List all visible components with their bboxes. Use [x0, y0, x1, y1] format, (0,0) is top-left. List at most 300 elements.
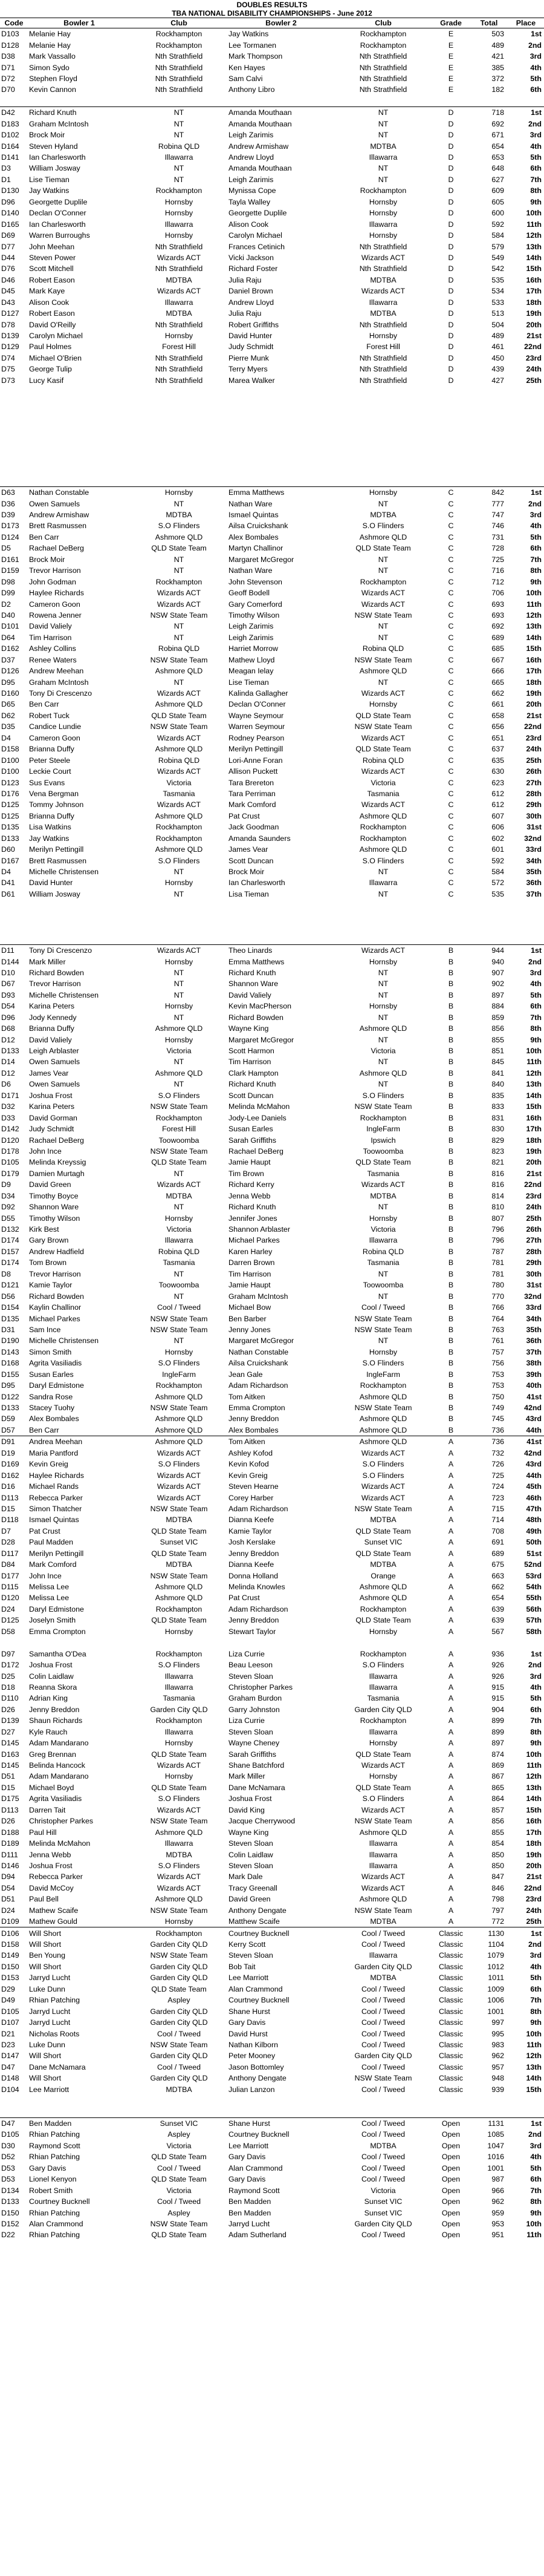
club-1: NT [173, 968, 184, 977]
place: 5th [530, 532, 542, 541]
table-row [0, 1916, 544, 1927]
table-row [0, 1693, 544, 1704]
table-row [0, 1413, 544, 1424]
total: 653 [491, 153, 504, 162]
bowler-1: Jenna Webb [29, 1850, 71, 1859]
bowler-1: Paul Bell [29, 1895, 59, 1904]
club-1: Nth Strathfield [155, 376, 203, 385]
club-2: Wizards ACT [361, 800, 406, 809]
place: 1st [508, 944, 544, 956]
grade: Classic [439, 2018, 463, 2027]
club-2: Wizards ACT [361, 733, 406, 742]
total: 427 [491, 376, 504, 385]
table-row [0, 1045, 544, 1056]
bowler-2: Julia Raju [228, 275, 262, 284]
club-2: NT [378, 990, 389, 999]
table-row [0, 1224, 544, 1235]
bowler-2: Karen Harley [228, 1247, 273, 1256]
total: 654 [491, 1594, 504, 1603]
club-1: NT [173, 566, 184, 575]
club-2: Nth Strathfield [359, 52, 407, 61]
total: 940 [491, 957, 504, 966]
total: 926 [491, 1672, 504, 1681]
club-2: Nth Strathfield [359, 353, 407, 362]
place: 7th [530, 1996, 542, 2005]
column-header: Club [131, 18, 227, 28]
place: 20th [526, 700, 542, 709]
place: 3rd [529, 52, 542, 61]
bowler-1: Michelle Christensen [29, 868, 99, 877]
club-2: Rockhampton [360, 30, 407, 39]
bowler-1: Renee Waters [29, 655, 77, 664]
total: 639 [491, 1616, 504, 1625]
spacer-row [0, 386, 544, 397]
total: 421 [491, 52, 504, 61]
bowler-2: Richard Knuth [228, 1080, 276, 1089]
club-1: Ashmore QLD [155, 1828, 203, 1837]
bowler-2: Shane Hurst [227, 2117, 335, 2129]
table-row [0, 1012, 544, 1023]
table-row [0, 1146, 544, 1157]
table-row [0, 1448, 544, 1459]
total: 732 [491, 1448, 504, 1457]
bowler-1: Kevin Greig [29, 1460, 68, 1469]
table-row [0, 1191, 544, 1201]
place: 23rd [525, 1191, 542, 1200]
place: 1st [508, 2117, 544, 2129]
club-2: NT [378, 499, 389, 508]
bowler-1: Kamie Taylor [29, 1281, 73, 1290]
table-row [0, 1313, 544, 1324]
total: 756 [491, 1359, 504, 1368]
club-1: Wizards ACT [157, 767, 201, 776]
total: 951 [491, 2231, 504, 2240]
club-2: Ashmore QLD [359, 532, 407, 541]
place: 12th [526, 231, 542, 240]
row-code: D62 [1, 711, 15, 720]
place: 5th [530, 153, 542, 162]
club-2: Ashmore QLD [359, 1414, 407, 1424]
row-code: D44 [1, 253, 15, 262]
grade: B [448, 1146, 454, 1156]
bowler-1: William Josway [29, 889, 80, 898]
club-1: Nth Strathfield [155, 74, 203, 83]
grade: Open [432, 2117, 470, 2129]
place: 26th [526, 767, 542, 776]
club-1: Ashmore QLD [155, 1392, 203, 1401]
row-code: D74 [1, 353, 15, 362]
row-code: D73 [1, 376, 15, 385]
grade: Classic [439, 2029, 463, 2038]
total: 691 [491, 1538, 504, 1547]
place: 4th [530, 979, 542, 989]
bowler-1: Reanna Skora [29, 1682, 77, 1692]
bowler-2: Mark Miller [228, 1772, 265, 1781]
club-2: Wizards ACT [361, 253, 406, 262]
table-row [0, 766, 544, 777]
bowler-2: John Stevenson [228, 577, 282, 586]
total: 1047 [487, 2141, 504, 2150]
grade: B [432, 944, 470, 956]
grade: D [448, 332, 454, 341]
table-row [0, 621, 544, 632]
spacer-cell [0, 464, 544, 475]
spacer-row [0, 2106, 544, 2117]
place: 27th [526, 1236, 542, 1245]
place: 22nd [524, 1180, 542, 1189]
club-1: Rockhampton [155, 1604, 202, 1613]
row-code: D84 [1, 1560, 15, 1569]
table-row [0, 2117, 544, 2129]
grade: B [448, 1370, 454, 1379]
club-2: Nth Strathfield [359, 63, 407, 72]
club-1: NSW State Team [150, 1325, 208, 1334]
bowler-2: Gary Davis [228, 2175, 266, 2184]
club-2: Wizards ACT [335, 944, 432, 956]
place: 6th [530, 1705, 542, 1714]
place: 56th [526, 1604, 542, 1613]
grade: A [448, 1627, 454, 1636]
bowler-2: Georgette Duplile [228, 209, 287, 218]
club-2: Tasmania [367, 789, 400, 798]
bowler-2: Geoff Bodell [228, 589, 270, 598]
place: 17th [526, 1125, 542, 1134]
grade: Classic [439, 1996, 463, 2005]
club-1: NT [173, 1169, 184, 1178]
row-code: D121 [1, 1281, 19, 1290]
total: 1012 [487, 1962, 504, 1971]
club-2: NSW State Team [354, 1102, 412, 1111]
row-code: D49 [1, 1996, 15, 2005]
place: 24th [526, 1906, 542, 1915]
total: 623 [491, 778, 504, 787]
row-code: D160 [1, 689, 19, 698]
grade: A [448, 1794, 454, 1803]
bowler-1: Robert Tuck [29, 711, 70, 720]
club-1: MDTBA [166, 1191, 192, 1200]
bowler-1: Timothy Boyce [29, 1191, 79, 1200]
bowler-1: Michael Rands [29, 1482, 79, 1491]
row-code: D176 [1, 789, 19, 798]
club-1: NT [173, 1080, 184, 1089]
table-row [0, 866, 544, 877]
row-code: D153 [1, 1973, 19, 1983]
club-1: Victoria [166, 1047, 192, 1056]
column-header: Code [0, 18, 28, 28]
table-row [0, 84, 544, 95]
grade: C [448, 789, 454, 798]
row-code: D57 [1, 1425, 15, 1434]
row-code: D56 [1, 1292, 15, 1301]
bowler-1: Will Short [28, 1927, 131, 1939]
bowler-1: Will Short [29, 1962, 62, 1971]
club-2: Nth Strathfield [359, 365, 407, 374]
bowler-2: Lori-Anne Foran [228, 756, 283, 765]
results-table [0, 18, 544, 2241]
place: 52nd [524, 1560, 542, 1569]
place: 14th [526, 1794, 542, 1803]
total: 535 [491, 275, 504, 284]
grade: C [448, 868, 454, 877]
total: 716 [491, 566, 504, 575]
club-1: Ashmore QLD [155, 845, 203, 854]
total: 847 [491, 1872, 504, 1881]
row-code: D95 [1, 678, 15, 687]
place: 17th [526, 667, 542, 676]
spacer-row [0, 2095, 544, 2106]
table-row [0, 51, 544, 62]
total: 798 [491, 1895, 504, 1904]
total: 867 [491, 1772, 504, 1781]
bowler-1: Brett Rasmussen [29, 856, 87, 865]
bowler-1: Georgette Duplile [29, 197, 88, 206]
row-code: D165 [1, 220, 19, 229]
bowler-2: Kevin Greig [228, 1471, 268, 1480]
club-1: IngleFarm [162, 1370, 196, 1379]
club-1: Garden City QLD [150, 2051, 208, 2061]
club-1: Sunset VIC [160, 1538, 198, 1547]
row-code: D70 [1, 85, 15, 94]
bowler-2: Nathan Ware [228, 499, 273, 508]
total: 736 [470, 1436, 508, 1448]
table-row [0, 632, 544, 643]
place: 7th [530, 2186, 542, 2195]
club-1: Forest Hill [162, 342, 196, 351]
row-code: D150 [1, 2208, 19, 2217]
bowler-1: John Godman [29, 577, 76, 586]
bowler-1: Rachael DeBerg [29, 544, 84, 553]
bowler-2: Steven Sloan [228, 1672, 273, 1681]
club-1: QLD State Team [151, 2231, 207, 2240]
row-code: D36 [1, 499, 15, 508]
table-row [0, 744, 544, 754]
total: 816 [491, 1169, 504, 1178]
club-1: S.O Flinders [158, 1794, 200, 1803]
place: 36th [526, 878, 542, 888]
grade: Classic [439, 2007, 463, 2016]
table-row [0, 1760, 544, 1771]
table-row [0, 1369, 544, 1380]
bowler-1: Tony Di Crescenzo [29, 689, 92, 698]
club-2: IngleFarm [366, 1370, 400, 1379]
bowler-1: Ian Charlesworth [29, 153, 86, 162]
club-2: Cool / Tweed [361, 2231, 406, 2240]
bowler-1: Mark Comford [29, 1560, 77, 1569]
bowler-1: Ben Carr [29, 532, 59, 541]
club-1: Hornsby [164, 1002, 193, 1011]
bowler-1: Richard Knuth [28, 107, 131, 119]
grade: B [448, 1336, 454, 1345]
table-row [0, 1335, 544, 1346]
place: 54th [526, 1583, 542, 1592]
club-1: Tasmania [163, 789, 195, 798]
bowler-2: Timothy Wilson [228, 610, 280, 619]
bowler-2: Richard Foster [228, 264, 278, 273]
club-1: Ashmore QLD [155, 1583, 203, 1592]
row-code: D141 [1, 153, 19, 162]
club-2: Illawarra [369, 1672, 398, 1681]
bowler-2: Tara Brereton [228, 778, 274, 787]
total: 685 [491, 644, 504, 653]
bowler-2: Declan O'Conner [228, 700, 286, 709]
club-2: Cool / Tweed [335, 1927, 432, 1939]
club-2: Victoria [371, 1225, 396, 1234]
row-code: D64 [1, 633, 15, 642]
table-row [0, 1526, 544, 1537]
club-1: Nth Strathfield [155, 264, 203, 273]
bowler-1: Joshua Frost [29, 1091, 73, 1100]
place: 37th [526, 889, 542, 898]
club-1: Victoria [166, 778, 192, 787]
row-code: D111 [1, 1850, 18, 1859]
row-code: D41 [1, 878, 15, 888]
club-2: QLD State Team [355, 1158, 411, 1167]
row-code: D117 [1, 1549, 19, 1558]
club-2: Toowoomba [363, 1146, 404, 1156]
bowler-2: Jenny Breddon [228, 1549, 279, 1558]
bowler-1: Candice Lundie [29, 722, 82, 731]
club-1: Rockhampton [155, 834, 202, 843]
total: 666 [491, 667, 504, 676]
row-code: D126 [1, 667, 19, 676]
row-code: D104 [1, 2085, 19, 2094]
row-code: D101 [1, 622, 19, 631]
total: 829 [491, 1136, 504, 1145]
club-2: Wizards ACT [361, 589, 406, 598]
place: 15th [526, 264, 542, 273]
bowler-2: Shannon Arblaster [228, 1225, 290, 1234]
row-code: D43 [1, 298, 15, 307]
total: 761 [491, 1336, 504, 1345]
bowler-1: Will Short [29, 1940, 62, 1949]
bowler-1: Michelle Christensen [29, 990, 99, 999]
bowler-2: Terry Myers [228, 365, 268, 374]
bowler-2: Anthony Dengate [228, 1906, 287, 1915]
bowler-2: Lisa Tieman [228, 889, 269, 898]
bowler-1: Jay Watkins [29, 186, 70, 195]
club-2: Hornsby [369, 1627, 398, 1636]
total: 675 [491, 1560, 504, 1569]
grade: Classic [439, 1973, 463, 1983]
table-row [0, 1838, 544, 1849]
total: 823 [491, 1146, 504, 1156]
total: 724 [491, 1482, 504, 1491]
bowler-2: Steven Sloan [228, 1951, 273, 1960]
club-1: Wizards ACT [131, 944, 227, 956]
row-code: D157 [1, 1247, 19, 1256]
total: 533 [491, 298, 504, 307]
row-code: D125 [1, 800, 19, 809]
club-2: Ashmore QLD [359, 1392, 407, 1401]
bowler-1: Cameron Goon [29, 733, 80, 742]
club-2: Hornsby [369, 1772, 398, 1781]
club-2: S.O Flinders [362, 521, 404, 531]
total: 572 [491, 878, 504, 888]
total: 692 [491, 622, 504, 631]
club-2: Illawarra [369, 1236, 398, 1245]
place: 39th [526, 1370, 542, 1379]
bowler-1: Richard Bowden [29, 1292, 84, 1301]
club-1: Ashmore QLD [155, 1414, 203, 1424]
total: 1085 [487, 2130, 504, 2139]
club-2: Hornsby [369, 231, 398, 240]
total: 592 [491, 856, 504, 865]
bowler-1: Lionel Kenyon [29, 2175, 77, 2184]
grade: B [448, 1080, 454, 1089]
grade: Classic [439, 1962, 463, 1971]
total: 584 [491, 868, 504, 877]
bowler-2: Jenny Jones [228, 1325, 271, 1334]
club-2: Cool / Tweed [361, 2130, 406, 2139]
row-code: D27 [1, 1727, 15, 1736]
grade: B [448, 1214, 454, 1223]
bowler-2: Margaret McGregor [228, 555, 294, 564]
row-code: D24 [1, 1604, 15, 1613]
club-2: Rockhampton [360, 823, 407, 832]
club-2: Illawarra [369, 1682, 398, 1692]
row-code: D154 [1, 1303, 19, 1312]
bowler-1: Tony Di Crescenzo [28, 944, 131, 956]
bowler-2: Nathan Constable [228, 1347, 289, 1356]
club-2: Robina QLD [362, 644, 404, 653]
total: 845 [491, 1058, 504, 1067]
bowler-1: Andrew Armishaw [29, 511, 89, 520]
club-1: Aspley [167, 1996, 190, 2005]
club-2: NSW State Team [354, 722, 412, 731]
club-1: Hornsby [131, 486, 227, 498]
row-code: D152 [1, 2219, 19, 2228]
total: 807 [491, 1214, 504, 1223]
grade: C [448, 700, 454, 709]
bowler-2: Dianna Keefe [228, 1515, 274, 1525]
club-2: Tasmania [367, 1694, 400, 1703]
table-row [0, 1290, 544, 1301]
club-1: NT [173, 868, 184, 877]
bowler-2: Lee Tormanen [228, 41, 276, 50]
bowler-2: Brock Moir [228, 868, 265, 877]
table-row [0, 2207, 544, 2218]
grade: A [448, 1583, 454, 1592]
grade: B [448, 1392, 454, 1401]
total: 1016 [487, 2153, 504, 2162]
row-code: D46 [1, 275, 15, 284]
table-row [0, 509, 544, 520]
bowler-2: Adam Richardson [228, 1604, 288, 1613]
club-2: Wizards ACT [361, 1883, 406, 1892]
bowler-1: Luke Dunn [29, 2040, 65, 2049]
club-2: QLD State Team [355, 1750, 411, 1759]
bowler-2: Margaret McGregor [228, 1336, 294, 1345]
club-1: NT [173, 164, 184, 173]
grade: A [448, 1560, 454, 1569]
bowler-1: Raymond Scott [29, 2141, 80, 2150]
table-row [0, 1883, 544, 1894]
place: 11th [526, 2231, 542, 2240]
row-code: D177 [1, 1571, 19, 1580]
total: 605 [491, 197, 504, 206]
bowler-2: Nathan Kilborn [228, 2040, 278, 2049]
total: 182 [491, 85, 504, 94]
club-1: Garden City QLD [150, 2074, 208, 2083]
bowler-1: Brianna Duffy [29, 811, 74, 820]
row-code: D53 [1, 2163, 15, 2172]
place: 5th [530, 1694, 542, 1703]
club-1: QLD State Team [151, 2175, 207, 2184]
club-1: Robina QLD [158, 1247, 200, 1256]
total: 851 [491, 1047, 504, 1056]
bowler-1: Judy Schmidt [29, 1125, 74, 1134]
table-row [0, 1134, 544, 1145]
